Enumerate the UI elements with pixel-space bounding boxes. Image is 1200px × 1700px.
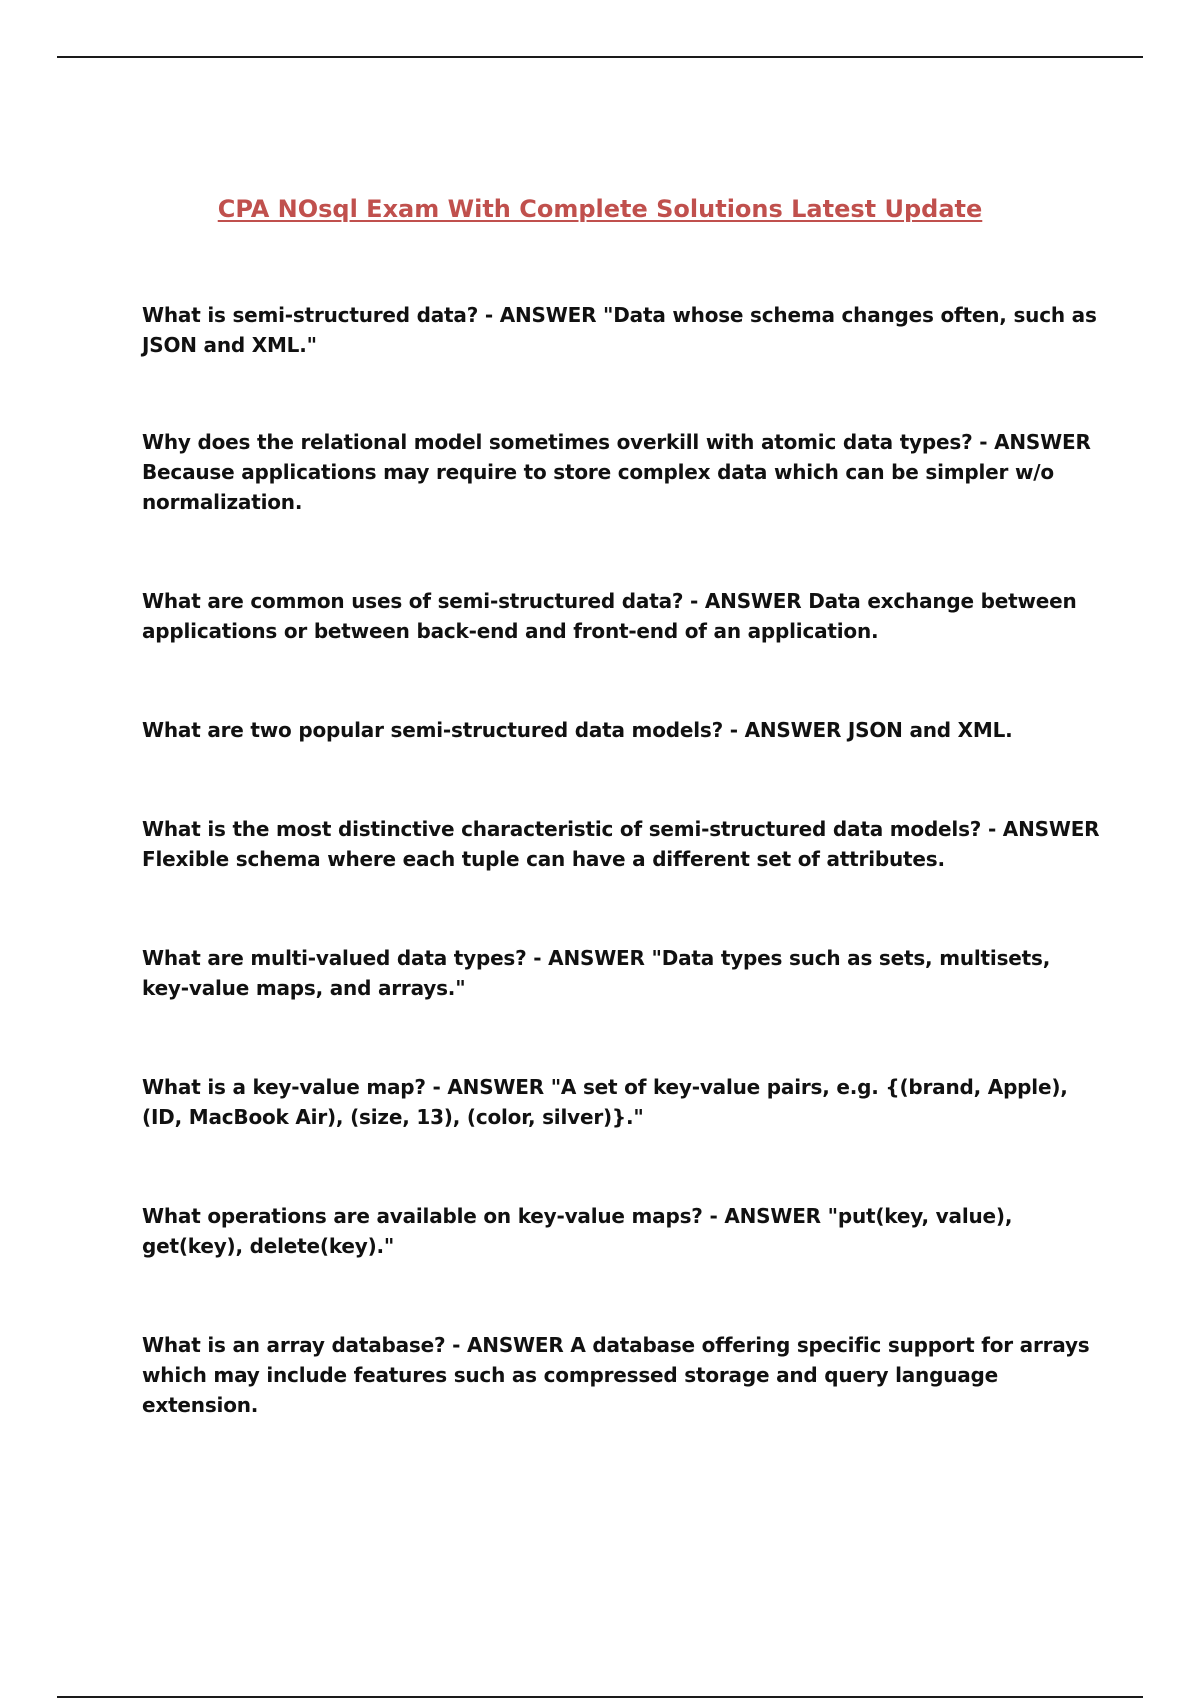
qa-item: What is an array database? - ANSWER A database offering specific support for arrays which may include features such as compressed storage and query language extension. — [142, 1333, 1090, 1417]
qa-item: What is a key-value map? - ANSWER "A set of key-value pairs, e.g. {(brand, Apple), (ID, MacBook Air), (size, 13), (color, silver)}." — [142, 1075, 1068, 1129]
qa-item: Why does the relational model sometimes overkill with atomic data types? - ANSWER Because applications may require to store complex data which can be simpler w/o normalization. — [142, 430, 1091, 514]
top-rule — [57, 56, 1143, 58]
qa-item: What are multi-valued data types? - ANSWER "Data types such as sets, multisets, key-value maps, and arrays." — [142, 946, 1051, 1000]
bottom-rule — [57, 1696, 1143, 1698]
qa-item: What are common uses of semi-structured data? - ANSWER Data exchange between applications or between back-end and front-end of an application. — [142, 589, 1077, 643]
qa-item: What is the most distinctive characteristic of semi-structured data models? - ANSWER Flexible schema where each tuple can have a different set of attributes. — [142, 817, 1100, 871]
qa-item: What are two popular semi-structured data models? - ANSWER JSON and XML. — [142, 718, 1013, 742]
qa-item: What is semi-structured data? - ANSWER "Data whose schema changes often, such as JSON and XML." — [142, 303, 1097, 357]
qa-item: What operations are available on key-value maps? - ANSWER "put(key, value), get(key), delete(key)." — [142, 1204, 1013, 1258]
document-title — [0, 192, 1200, 226]
document-title-text: CPA NOsql Exam With Complete Solutions Latest Update — [217, 195, 983, 223]
